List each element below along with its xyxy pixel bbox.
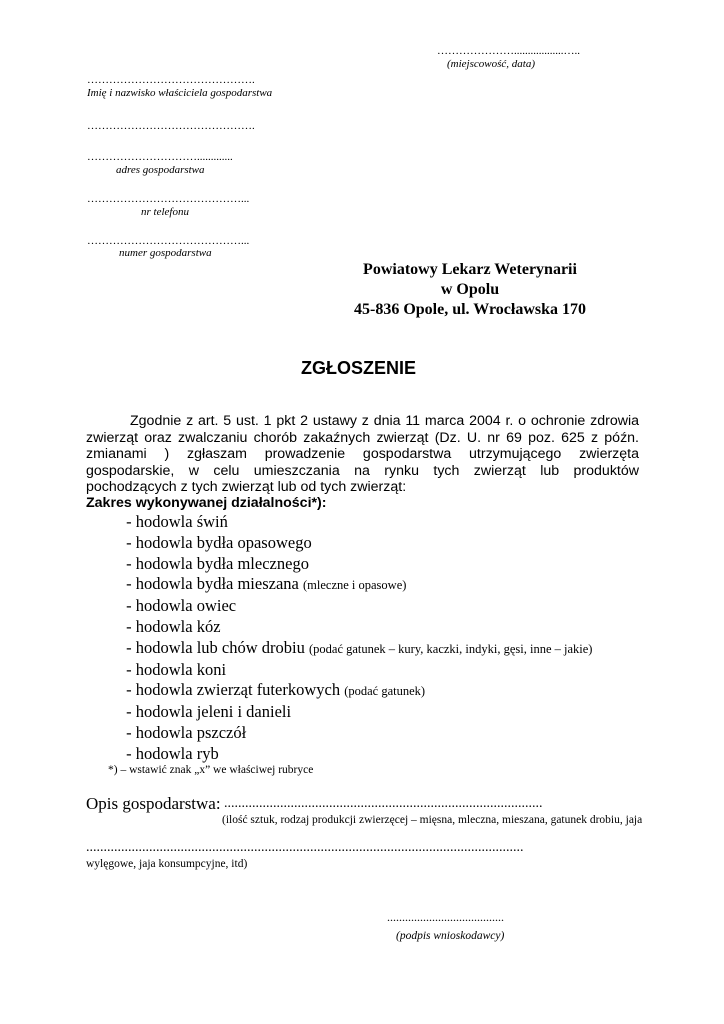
page-title: ZGŁOSZENIE bbox=[301, 358, 417, 378]
activity-label: - hodowla bydła opasowego bbox=[126, 532, 312, 552]
activity-note: (mleczne i opasowe) bbox=[302, 578, 407, 593]
phone-caption: nr telefonu bbox=[141, 206, 189, 218]
activity-label: - hodowla lub chów drobiu bbox=[126, 637, 305, 657]
description-hint2: wylęgowe, jaja konsumpcyjne, itd) bbox=[86, 858, 248, 870]
signature-caption: (podpis wnioskodawcy) bbox=[396, 930, 505, 942]
activity-label: - hodowla bydła mlecznego bbox=[126, 553, 309, 573]
activity-item[interactable] bbox=[108, 596, 592, 617]
activity-label: - hodowla bydła mieszana bbox=[126, 574, 299, 594]
activities-list bbox=[108, 512, 592, 765]
activity-label: - hodowla ryb bbox=[126, 743, 219, 763]
activity-note: (podać gatunek) bbox=[344, 684, 426, 699]
activity-item[interactable] bbox=[108, 723, 592, 744]
signature-dots[interactable]: ....................................... bbox=[387, 910, 504, 924]
farm-number-dots[interactable]: ……………………………………... bbox=[87, 235, 250, 247]
owner-name-dots[interactable]: ………………………………………. bbox=[87, 74, 255, 86]
place-date-dots[interactable]: …………………..................….. bbox=[437, 45, 580, 57]
activity-item[interactable] bbox=[108, 660, 592, 681]
activity-label: - hodowla koni bbox=[126, 659, 227, 679]
activity-item[interactable] bbox=[108, 574, 592, 596]
description-label: Opis gospodarstwa: bbox=[86, 794, 221, 813]
description-dots-line1[interactable]: ........................................................................................... bbox=[224, 796, 543, 811]
recipient-line3: 45-836 Opole, ul. Wrocławska 170 bbox=[353, 301, 587, 318]
footnote: *) – wstawić znak „x” we właściwej rubryce bbox=[108, 764, 314, 776]
farm-number-caption: numer gospodarstwa bbox=[119, 247, 212, 259]
activity-item[interactable] bbox=[108, 554, 592, 575]
description-hint1: (ilość sztuk, rodzaj produkcji zwierzęcej – mięsna, mleczna, mieszana, gatunek drobiu, jaja bbox=[222, 814, 643, 826]
activity-label: - hodowla kóz bbox=[126, 616, 221, 636]
body-paragraph bbox=[86, 413, 639, 496]
body-paragraph-text: Zgodnie z art. 5 ust. 1 pkt 2 ustawy z dnia 11 marca 2004 r. o ochronie zdrowia zwierząt oraz zwalczaniu chorób zakaźnych zwierząt (Dz. U. nr 69 poz. 625 z późn. zmianami ) zgłaszam prowadzenie gospodarstwa utrzymującego zwierzęta gospodarskie, w celu umieszczania na rynku tych zwierząt lub produktów pochodzących z tych zwierząt lub od tych zwierząt: bbox=[86, 413, 639, 496]
activity-item[interactable] bbox=[108, 638, 592, 660]
recipient-line1: Powiatowy Lekarz Weterynarii bbox=[363, 261, 577, 278]
description-dots-line2[interactable]: ............................................................................................................................. bbox=[86, 840, 524, 855]
activity-label: - hodowla zwierząt futerkowych bbox=[126, 680, 341, 700]
activity-label: - hodowla owiec bbox=[126, 596, 237, 616]
owner-name-caption: Imię i nazwisko właściciela gospodarstwa bbox=[87, 87, 273, 99]
address-line1-dots[interactable]: ………………………………………. bbox=[87, 120, 255, 132]
recipient-line2: w Opolu bbox=[440, 281, 500, 298]
phone-dots[interactable]: ……………………………………... bbox=[87, 193, 250, 205]
place-date-caption: (miejscowość, data) bbox=[447, 58, 535, 70]
scope-heading: Zakres wykonywanej działalności*): bbox=[86, 495, 327, 511]
activity-item[interactable] bbox=[108, 744, 592, 765]
activity-item[interactable] bbox=[108, 617, 592, 638]
activity-item[interactable] bbox=[108, 512, 592, 533]
activity-item[interactable] bbox=[108, 680, 592, 702]
activity-label: - hodowla pszczół bbox=[126, 722, 247, 742]
address-line2-dots[interactable]: …………………………............. bbox=[87, 151, 233, 163]
address-caption: adres gospodarstwa bbox=[116, 164, 205, 176]
activity-label: - hodowla jeleni i danieli bbox=[126, 702, 292, 722]
activity-note: (podać gatunek – kury, kaczki, indyki, gęsi, inne – jakie) bbox=[308, 641, 593, 656]
activity-item[interactable] bbox=[108, 533, 592, 554]
activity-label: - hodowla świń bbox=[126, 512, 228, 531]
activity-item[interactable] bbox=[108, 702, 592, 723]
